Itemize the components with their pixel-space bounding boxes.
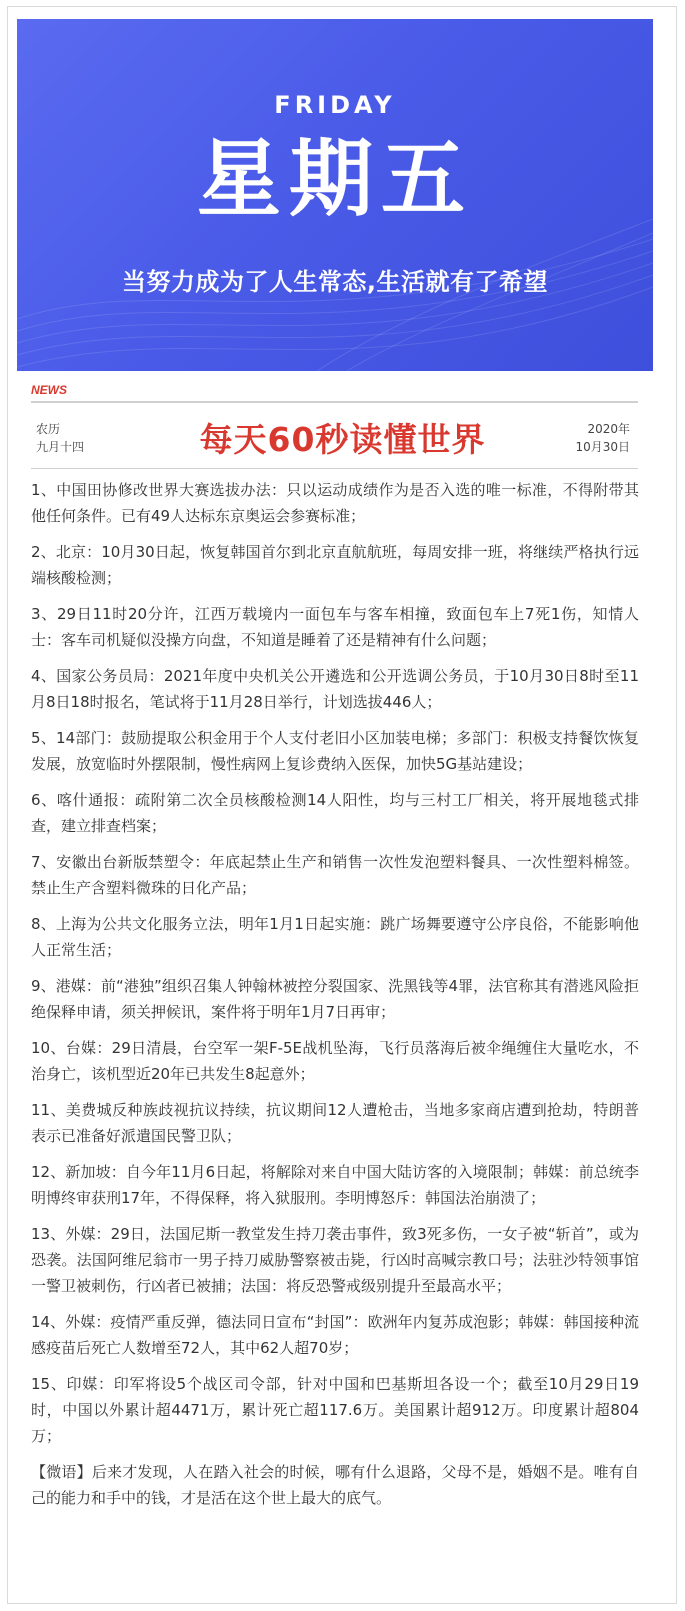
news-item: 2、北京：10月30日起，恢复韩国首尔到北京直航航班，每周安排一班，将继续严格执行远端核酸检测； bbox=[31, 543, 639, 587]
news-item: 10、台媒：29日清晨，台空军一架F-5E战机坠海，飞行员落海后被伞绳缠住大量吃水，不治身亡，该机型近20年已共发生8起意外； bbox=[31, 1039, 639, 1083]
news-item: 6、喀什通报：疏附第二次全员核酸检测14人阳性，均与三村工厂相关，将开展地毯式排查，建立排查档案； bbox=[31, 791, 639, 835]
header-banner bbox=[17, 19, 653, 371]
day-chinese: 星期五 bbox=[196, 130, 473, 228]
news-item: 1、中国田协修改世界大赛选拔办法：只以运动成绩作为是否入选的唯一标准，不得附带其他任何条件。已有49人达标东京奥运会参赛标准； bbox=[31, 481, 639, 525]
news-item: 12、新加坡：自今年11月6日起，将解除对来自中国大陆访客的入境限制；韩媒：前总统李明博终审获刑17年，不得保释，将入狱服刑。李明博怒斥：韩国法治崩溃了； bbox=[31, 1163, 639, 1207]
news-item: 9、港媒：前“港独”组织召集人钟翰林被控分裂国家、洗黑钱等4罪，法官称其有潜逃风险拒绝保释申请，须关押候讯，案件将于明年1月7日再审； bbox=[31, 977, 639, 1021]
day-english: FRIDAY bbox=[274, 91, 396, 119]
news-item: 8、上海为公共文化服务立法，明年1月1日起实施：跳广场舞要遵守公序良俗，不能影响他人正常生活； bbox=[31, 915, 639, 959]
news-item: 7、安徽出台新版禁塑令：年底起禁止生产和销售一次性发泡塑料餐具、一次性塑料棉签。禁止生产含塑料微珠的日化产品； bbox=[31, 853, 639, 897]
divider-bottom bbox=[31, 468, 638, 469]
news-item: 13、外媒：29日，法国尼斯一教堂发生持刀袭击事件，致3死多伤，一女子被“斩首”，或为恐袭。法国阿维尼翁市一男子持刀威胁警察被击毙，行凶时高喊宗教口号；法驻沙特领事馆一警卫被刺伤，行凶者已被捕；法国：将反恐警戒级别提升至最高水平； bbox=[31, 1225, 639, 1295]
slogan: 当努力成为了人生常态,生活就有了希望 bbox=[121, 268, 549, 296]
masthead-title: 每天60秒读懂世界 bbox=[199, 420, 486, 459]
divider-top bbox=[31, 401, 638, 403]
lunar-label: 农历 bbox=[36, 422, 61, 436]
gregorian-date bbox=[575, 420, 630, 456]
news-item: 14、外媒：疫情严重反弹，德法同日宣布“封国”：欧洲年内复苏成泡影；韩媒：韩国接种流感疫苗后死亡人数增至72人，其中62人超70岁； bbox=[31, 1313, 639, 1357]
news-list bbox=[31, 477, 639, 1521]
lunar-day: 九月十四 bbox=[36, 440, 85, 454]
date-year: 2020年 bbox=[587, 422, 630, 436]
date-day: 10月30日 bbox=[575, 440, 630, 454]
news-tag: NEWS bbox=[31, 383, 67, 397]
news-item: 4、国家公务员局：2021年度中央机关公开遴选和公开选调公务员，于10月30日8时至11月8日18时报名，笔试将于11月28日举行，计划选拔446人； bbox=[31, 667, 639, 711]
news-item: 5、14部门：鼓励提取公积金用于个人支付老旧小区加装电梯；多部门：积极支持餐饮恢复发展，放宽临时外摆限制，慢性病网上复诊费纳入医保，加快5G基站建设； bbox=[31, 729, 639, 773]
news-item: 11、美费城反种族歧视抗议持续，抗议期间12人遭枪击，当地多家商店遭到抢劫，特朗普表示已准备好派遣国民警卫队； bbox=[31, 1101, 639, 1145]
news-item: 15、印媒：印军将设5个战区司令部，针对中国和巴基斯坦各设一个；截至10月29日19时，中国以外累计超4471万，累计死亡超117.6万。美国累计超912万。印度累计超804万； bbox=[31, 1375, 639, 1445]
news-item: 3、29日11时20分许，江西万载境内一面包车与客车相撞，致面包车上7死1伤，知情人士：客车司机疑似没操方向盘，不知道是睡着了还是精神有什么问题； bbox=[31, 605, 639, 649]
closing-quote: 【微语】后来才发现，人在踏入社会的时候，哪有什么退路，父母不是，婚姻不是。唯有自己的能力和手中的钱，才是活在这个世上最大的底气。 bbox=[31, 1463, 639, 1507]
